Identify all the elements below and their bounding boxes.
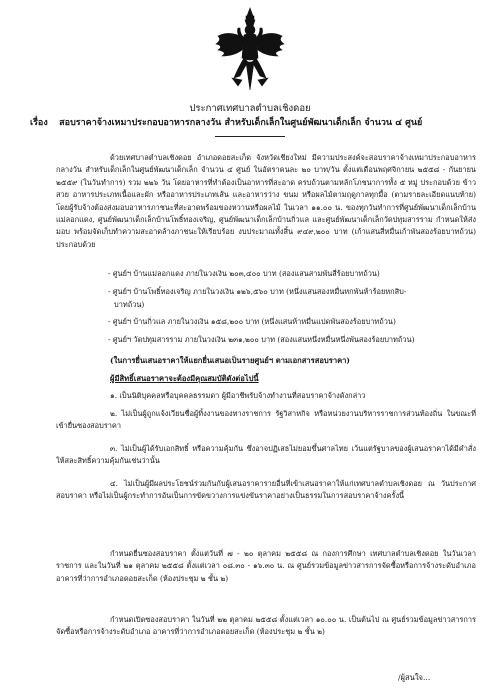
qualification-item: ๒. ไม่เป็นผู้ถูกแจ้งเวียนชื่อผู้ทิ้งงานของทางราชการ รัฐวิสาหกิจ หรือหน่วยงานบริหารราชการส่วนท้องถิ่น ในขณะที่เข้ายื่นซองสอบราคา <box>56 409 476 431</box>
document-subject <box>30 117 470 130</box>
subject-text: สอบราคาจ้างเหมาประกอบอาหารกลางวัน สำหรับเด็กเล็กในศูนย์พัฒนาเด็กเล็ก จำนวน ๔ ศูนย์ <box>59 118 423 128</box>
submission-note: (ในการยื่นเสนอราคาให้แยกยื่นเสนอเป็นรายศูนย์ฯ ตามเอกสารสอบราคา) <box>110 356 351 365</box>
intro-paragraph: ด้วยเทศบาลตำบลเชิงดอย อำเภอดอยสะเก็ด จังหวัดเชียงใหม่ มีความประสงค์จะสอบราคาจ้างเหมาประกอบอาหารกลางวัน สำหรับเด็กเล็กในศูนย์พัฒนาเด็กเล็ก จำนวน ๔ ศูนย์ ในอัตราคนละ ๒๐ บาท/วัน ตั้งแต่เดือนพฤศจิกายน ๒๕๕๘ - กันยายน ๒๕๕๙ (ในวันทำการ) รวม ๒๒๖ วัน โดยอาหารที่ทำต้องเป็นอาหารที่สะอาด ครบถ้วนตามหลักโภชนาการทั้ง ๕ หมู่ ประกอบด้วย ข้าวสวย อาหารประเภทเนื้อและผัก หรืออาหารประเภทเส้น และอาหารว่าง ขนม หรือผลไม้ตามฤดูกาลทุกมื้อ (ตามรายละเอียดแนบท้าย) โดยผู้รับจ้างต้องส่งมอบอาหารภาชนะที่สะอาดพร้อมของหวานหรือผลไม้ ในเวลา ๑๑.๐๐ น. ของทุกวันทำการที่ศูนย์พัฒนาเด็กเล็กบ้านแม่ลอกแดง, ศูนย์พัฒนาเด็กเล็กบ้านโพธิ์ทองเจริญ, ศูนย์พัฒนาเด็กเล็กบ้านกิ่วแล และศูนย์พัฒนาเด็กเล็กวัดปทุมสารราม กำหนดให้ส่งมอบ พร้อมจัดเก็บทำความสะอาดล้างภาชนะให้เรียบร้อย งบประมาณทั้งสิ้น ๙๔๙,๒๐๐ บาท (เก้าแสนสี่หมื่นเก้าพันสองร้อยบาทถ้วน) ประกอบด้วย <box>56 153 476 249</box>
garuda-emblem-icon <box>212 6 288 92</box>
qualification-item: ๓. ไม่เป็นผู้ได้รับเอกสิทธิ์ หรือความคุ้มกัน ซึ่งอาจปฏิเสธไม่ยอมขึ้นศาลไทย เว้นแต่รัฐบาลของผู้เสนอราคาได้มีคำสั่งให้สละสิทธิ์ความคุ้มกันเช่นว่านั้น <box>56 444 476 466</box>
center-item: - ศูนย์ฯ บ้านแม่ลอกแดง ภายในวงเงิน ๒๐๓,๔๐๐ บาท (สองแสนสามพันสี่ร้อยบาทถ้วน) <box>108 269 380 278</box>
continuation-marker: /ผู้สนใจ... <box>398 673 431 682</box>
center-item-continued: บาทถ้วน) <box>114 300 145 309</box>
center-item: - ศูนย์ฯ วัดปทุมสารราม ภายในวงเงิน ๒๓๑,๒๐๐ บาท (สองแสนหนึ่งหมื่นหนึ่งพันสองร้อยบาทถ้วน) <box>108 335 415 344</box>
subject-label: เรื่อง <box>30 118 48 128</box>
qualification-item: ๑. เป็นนิติบุคคลหรือบุคคลธรรมดา ผู้มีอาชีพรับจ้างทำงานที่สอบราคาจ้างดังกล่าว <box>110 391 366 400</box>
submission-schedule: กำหนดยื่นซองสอบราคา ตั้งแต่วันที่ ๗ - ๒๐ ตุลาคม ๒๕๕๘ ณ กองการศึกษา เทศบาลตำบลเชิงดอย ในวันเวลาราชการ และในวันที่ ๒๑ ตุลาคม ๒๕๕๘ ตั้งแต่เวลา ๐๘.๓๐ - ๑๖.๓๐ น. ณ ศูนย์รวมข้อมูลข่าวสารการจัดซื้อหรือการจ้างระดับอำเภอ อาคารที่ว่าการอำเภอดอยสะเก็ด (ห้องประชุม ๒ ชั้น ๒) <box>56 549 476 583</box>
qualification-item: ๔. ไม่เป็นผู้มีผลประโยชน์ร่วมกันกับผู้เสนอราคารายอื่นที่เข้าเสนอราคาให้แก่เทศบาลตำบลเชิงดอย ณ วันประกาศสอบราคา หรือไม่เป็นผู้กระทำการอันเป็นการขัดขวางการแข่งขันราคาอย่างเป็นธรรมในการสอบราคาจ้างครั้งนี้ <box>56 479 476 501</box>
center-item: - ศูนย์ฯ บ้านกิ่วแล ภายในวงเงิน ๑๕๘,๒๐๐ บาท (หนึ่งแสนห้าหมื่นแปดพันสองร้อยบาทถ้วน) <box>108 317 396 326</box>
document-org-title: ประกาศเทศบาลตำบลเชิงดอย <box>189 103 311 114</box>
qualifications-heading: ผู้มีสิทธิ์เสนอราคาจะต้องมีคุณสมบัติดังต่อไปนี้ <box>110 374 259 383</box>
title-divider <box>215 136 285 137</box>
opening-schedule: กำหนดเปิดซองสอบราคา ในวันที่ ๒๒ ตุลาคม ๒๕๕๘ ตั้งแต่เวลา ๑๐.๐๐ น. เป็นต้นไป ณ ศูนย์รวมข้อมูลข่าวสารการจัดซื้อหรือการจ้างระดับอำเภอ อาคารที่ว่าการอำเภอดอยสะเก็ด (ห้องประชุม ๒ ชั้น ๒) <box>56 615 476 637</box>
center-item: - ศูนย์ฯ บ้านโพธิ์ทองเจริญ ภายในวงเงิน ๑๒๖,๕๖๐ บาท (หนึ่งแสนสองหมื่นหกพันห้าร้อยหกสิบ- <box>108 287 407 296</box>
